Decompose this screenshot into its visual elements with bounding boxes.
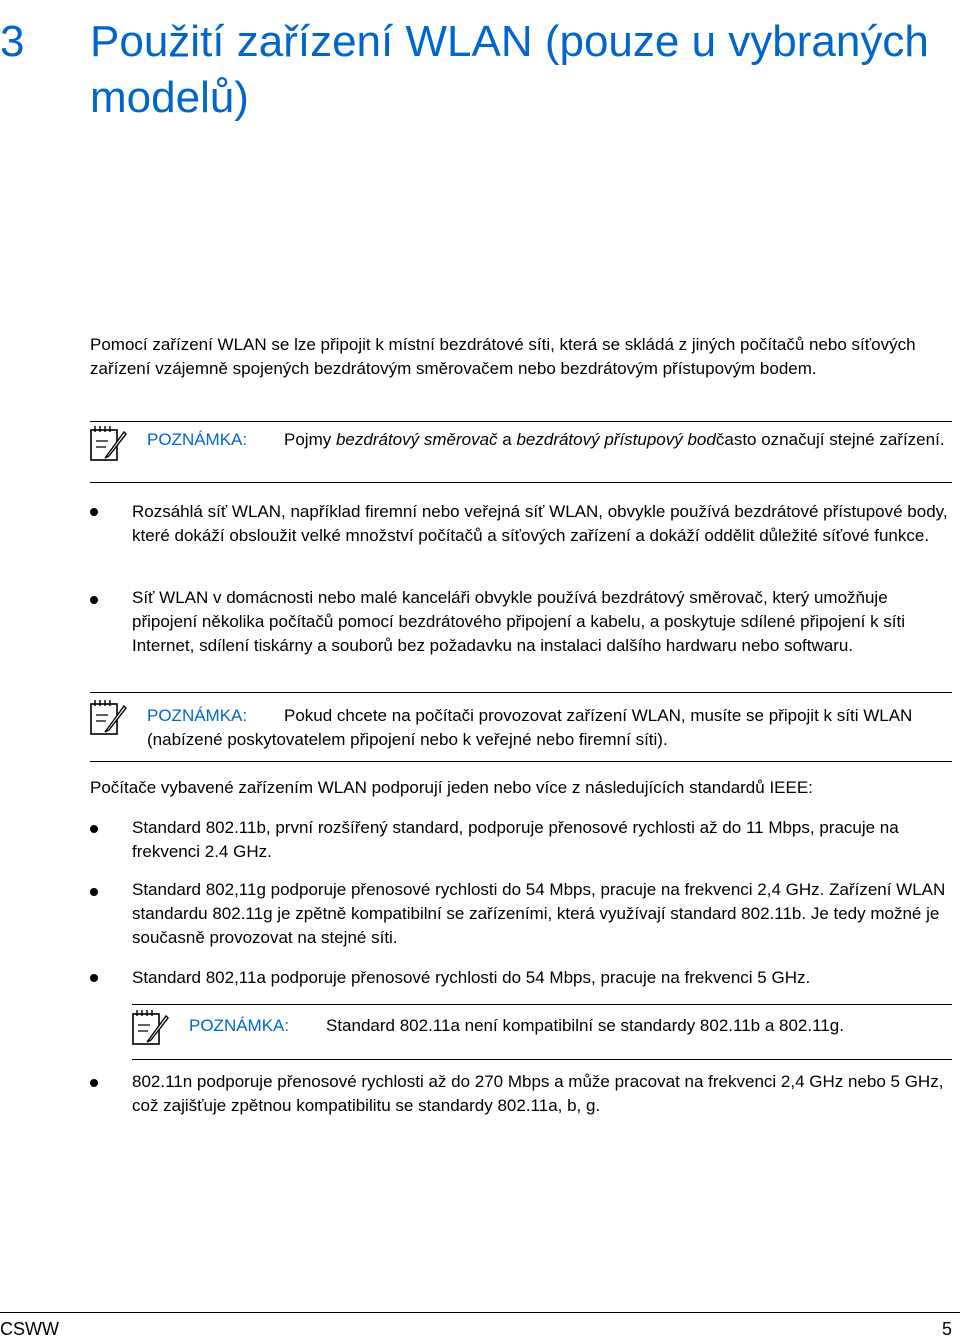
note-label: POZNÁMKA: <box>147 706 248 725</box>
note-body: Standard 802.11a není kompatibilní se standardy 802.11b a 802.11g. <box>326 1016 844 1035</box>
note-pencil-icon <box>88 698 130 738</box>
note-label: POZNÁMKA: <box>147 430 248 449</box>
bullet-icon <box>90 596 98 604</box>
note-term-router: bezdrátový směrovač <box>335 430 498 449</box>
note-pencil-icon <box>88 424 130 464</box>
footer-doc-code: CSWW <box>0 1319 59 1339</box>
list-item: 802.11n podporuje přenosové rychlosti až do 270 Mbps a může pracovat na frekvenci 2,4 GHz nebo 5 GHz, což zajišťuje zpětnou kompatibilitu se standardy 802.11a, b, g. <box>132 1072 944 1115</box>
note-body: Pokud chcete na počítači provozovat zařízení WLAN, musíte se připojit k síti WLAN (nabízené poskytovatelem připojení nebo k veřejné nebo firemní síti). <box>147 706 913 749</box>
list-item: Rozsáhlá síť WLAN, například firemní nebo veřejná síť WLAN, obvykle používá bezdrátové přístupové body, které dokáží obsloužit velké množství počítačů a síťových zařízení a dokáží oddělit důležité síťové funkce. <box>132 502 948 545</box>
note-term-access-point: bezdrátový přístupový bod <box>516 430 716 449</box>
note-label: POZNÁMKA: <box>189 1016 290 1035</box>
note-text <box>147 704 952 752</box>
list-item: Standard 802,11a podporuje přenosové rychlosti do 54 Mbps, pracuje na frekvenci 5 GHz. <box>132 968 811 987</box>
list-item: Síť WLAN v domácnosti nebo malé kanceláři obvykle používá bezdrátový směrovač, který umožňuje připojení několika počítačů pomocí bezdrátového připojení a kabelu, a poskytuje sdílené připojení k síti Internet, sdílení tiskárny a souborů bez požadavku na instalaci dalšího hardwaru nebo softwaru. <box>132 588 906 655</box>
note-text <box>147 428 952 452</box>
chapter-title: Použití zařízení WLAN (pouze u vybraných modelů) <box>90 17 929 122</box>
bullet-icon <box>90 1079 98 1087</box>
note-text-mid: a <box>497 430 517 449</box>
note-text-post: často označují stejné zařízení. <box>715 430 945 449</box>
intro-paragraph: Pomocí zařízení WLAN se lze připojit k místní bezdrátové síti, která se skládá z jiných počítačů nebo síťových zařízení vzájemně spojených bezdrátovým směrovačem nebo bezdrátovým přístupovým bodem. <box>90 335 916 378</box>
bullet-icon <box>90 825 98 833</box>
note-pencil-icon <box>130 1008 172 1048</box>
standards-intro: Počítače vybavené zařízením WLAN podporují jeden nebo více z následujících standardů IEEE: <box>90 778 813 797</box>
bullet-icon <box>90 508 98 516</box>
page-number: 5 <box>941 1319 952 1339</box>
note-text <box>189 1014 952 1038</box>
footer-rule <box>0 1312 960 1313</box>
bullet-icon <box>90 974 98 982</box>
list-item: Standard 802,11g podporuje přenosové rychlosti do 54 Mbps, pracuje na frekvenci 2,4 GHz. Zařízení WLAN standardu 802.11g je zpětně kompatibilní se zařízeními, která využívají standard 802.11b. Je tedy možné je současně provozovat na stejné síti. <box>132 880 946 947</box>
note-text-pre: Pojmy <box>284 430 336 449</box>
bullet-icon <box>90 888 98 896</box>
chapter-number: 3 <box>0 17 25 66</box>
list-item: Standard 802.11b, první rozšířený standard, podporuje přenosové rychlosti až do 11 Mbps, pracuje na frekvenci 2.4 GHz. <box>132 818 899 861</box>
